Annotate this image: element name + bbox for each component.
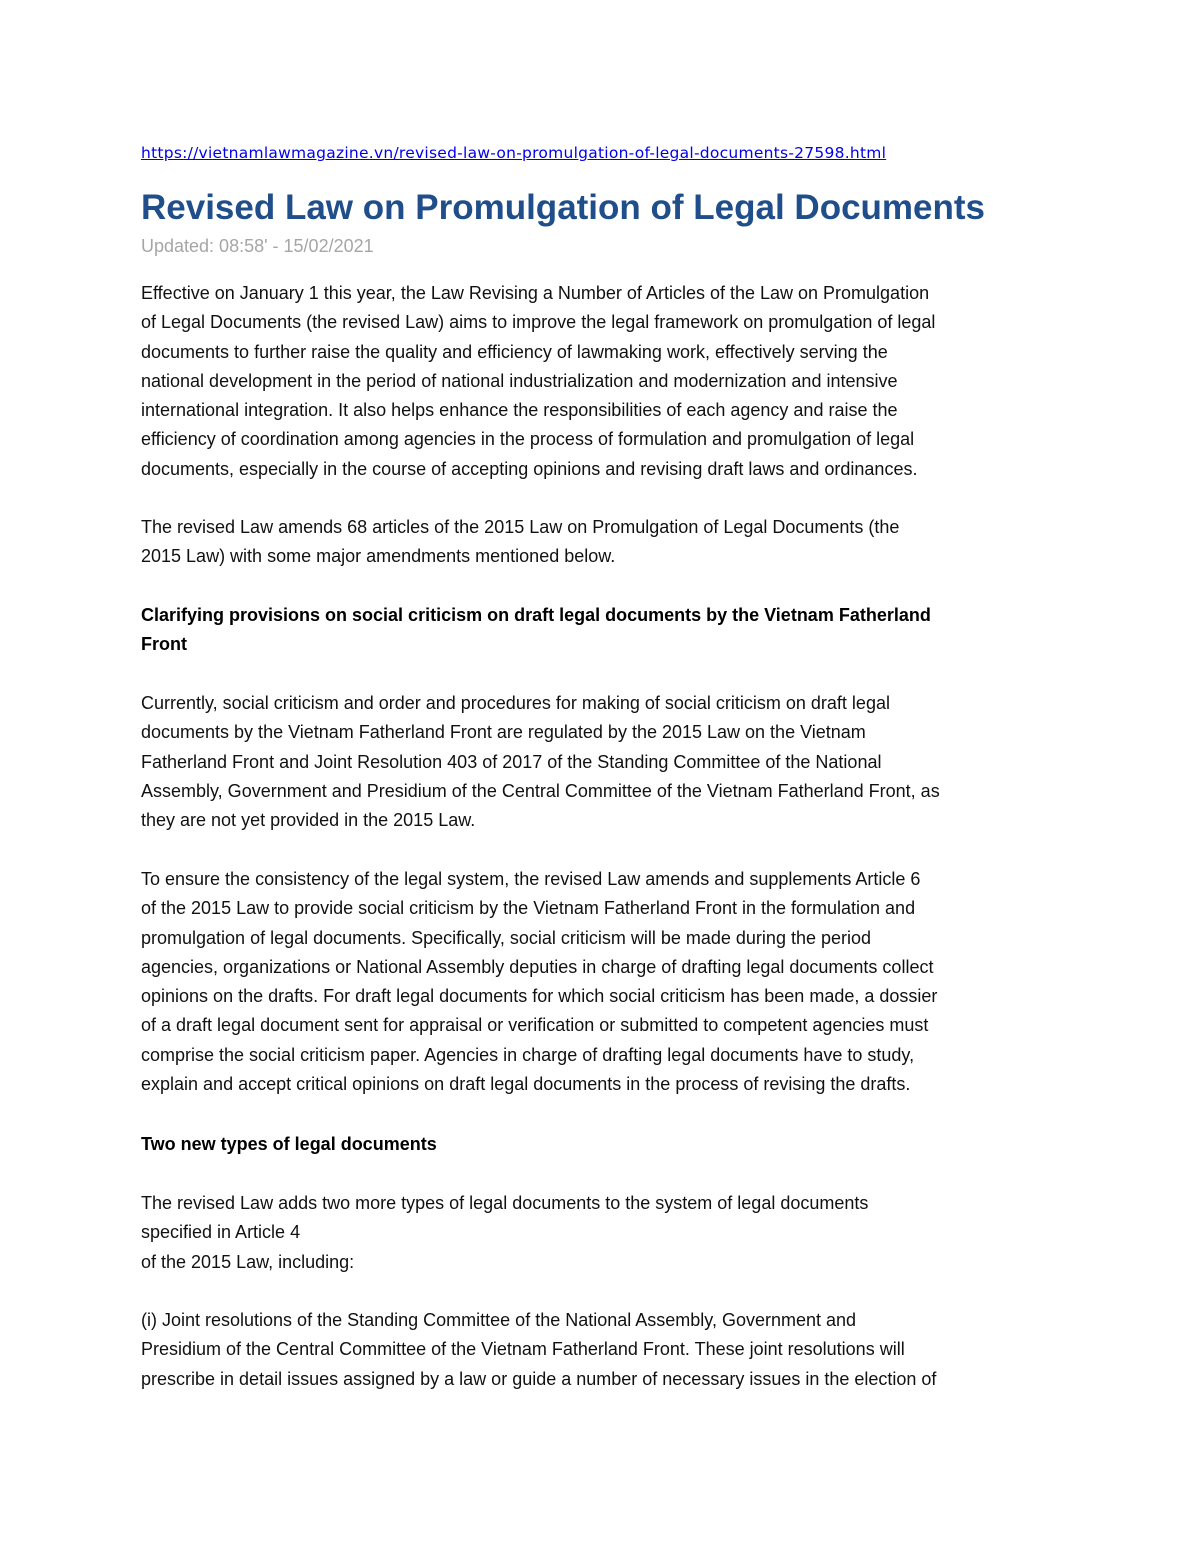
text-line: national development in the period of national industrialization and modernization and intensive [141,370,898,391]
text-line: promulgation of legal documents. Specifically, social criticism will be made during the period [141,927,872,948]
text-line: Currently, social criticism and order and procedures for making of social criticism on draft legal [141,693,890,713]
section-heading-new-types [141,1130,1076,1159]
text-line: prescribe in detail issues assigned by a law or guide a number of necessary issues in the election of [141,1368,937,1389]
text-line: comprise the social criticism paper. Agencies in charge of drafting legal documents have to study, [141,1044,915,1065]
text-line: Clarifying provisions on social criticism on draft legal documents by the Vietnam Fatherland [141,605,931,625]
text-line: of a draft legal document sent for appraisal or verification or submitted to competent agencies must [141,1015,929,1036]
text-line: of Legal Documents (the revised Law) aims to improve the legal framework on promulgation of legal [141,312,936,333]
text-line: explain and accept critical opinions on draft legal documents in the process of revising the drafts. [141,1074,911,1095]
text-line: To ensure the consistency of the legal system, the revised Law amends and supplements Article 6 [141,869,921,889]
text-line: they are not yet provided in the 2015 Law. [141,810,476,831]
text-line: efficiency of coordination among agencies in the process of formulation and promulgation of legal [141,429,915,450]
text-line: agencies, organizations or National Assembly deputies in charge of drafting legal documents collect [141,956,934,977]
section-heading-social-criticism [141,601,1076,660]
text-line: Effective on January 1 this year, the Law Revising a Number of Articles of the Law on Promulgation [141,283,930,303]
text-line: Fatherland Front and Joint Resolution 403 of 2017 of the Standing Committee of the National [141,751,882,772]
updated-timestamp: Updated: 08:58' - 15/02/2021 [141,236,374,256]
text-line: Front [141,634,187,655]
text-line: Presidium of the Central Committee of the Vietnam Fatherland Front. These joint resolutions will [141,1339,905,1360]
text-line: Assembly, Government and Presidium of the Central Committee of the Vietnam Fatherland Front, as [141,780,940,801]
text-line: The revised Law adds two more types of legal documents to the system of legal documents [141,1193,869,1213]
article-title: Revised Law on Promulgation of Legal Documents [141,188,985,227]
text-line: documents to further raise the quality and efficiency of lawmaking work, effectively serving the [141,341,888,362]
paragraph-joint-resolutions [141,1306,1076,1394]
text-line: international integration. It also helps enhance the responsibilities of each agency and raise the [141,400,898,421]
text-line: 2015 Law) with some major amendments mentioned below. [141,546,616,567]
text-line: Two new types of legal documents [141,1134,437,1154]
paragraph-amendments [141,513,1076,572]
source-url-link[interactable]: https://vietnamlawmagazine.vn/revised-law-on-promulgation-of-legal-documents-27598.html [141,144,887,162]
text-line: of the 2015 Law, including: [141,1251,355,1272]
paragraph-consistency [141,865,1076,1099]
text-line: The revised Law amends 68 articles of the 2015 Law on Promulgation of Legal Documents (the [141,517,900,537]
text-line: specified in Article 4 [141,1222,301,1243]
text-line: of the 2015 Law to provide social criticism by the Vietnam Fatherland Front in the formulation and [141,898,916,919]
text-line: documents, especially in the course of accepting opinions and revising draft laws and ordinances. [141,458,918,479]
paragraph-new-types [141,1189,1076,1277]
text-line: opinions on the drafts. For draft legal documents for which social criticism has been made, a dossier [141,986,938,1007]
paragraph-intro [141,279,1076,484]
text-line: documents by the Vietnam Fatherland Front are regulated by the 2015 Law on the Vietnam [141,722,866,743]
text-line: (i) Joint resolutions of the Standing Committee of the National Assembly, Government and [141,1310,857,1330]
paragraph-current-regulation [141,689,1076,835]
